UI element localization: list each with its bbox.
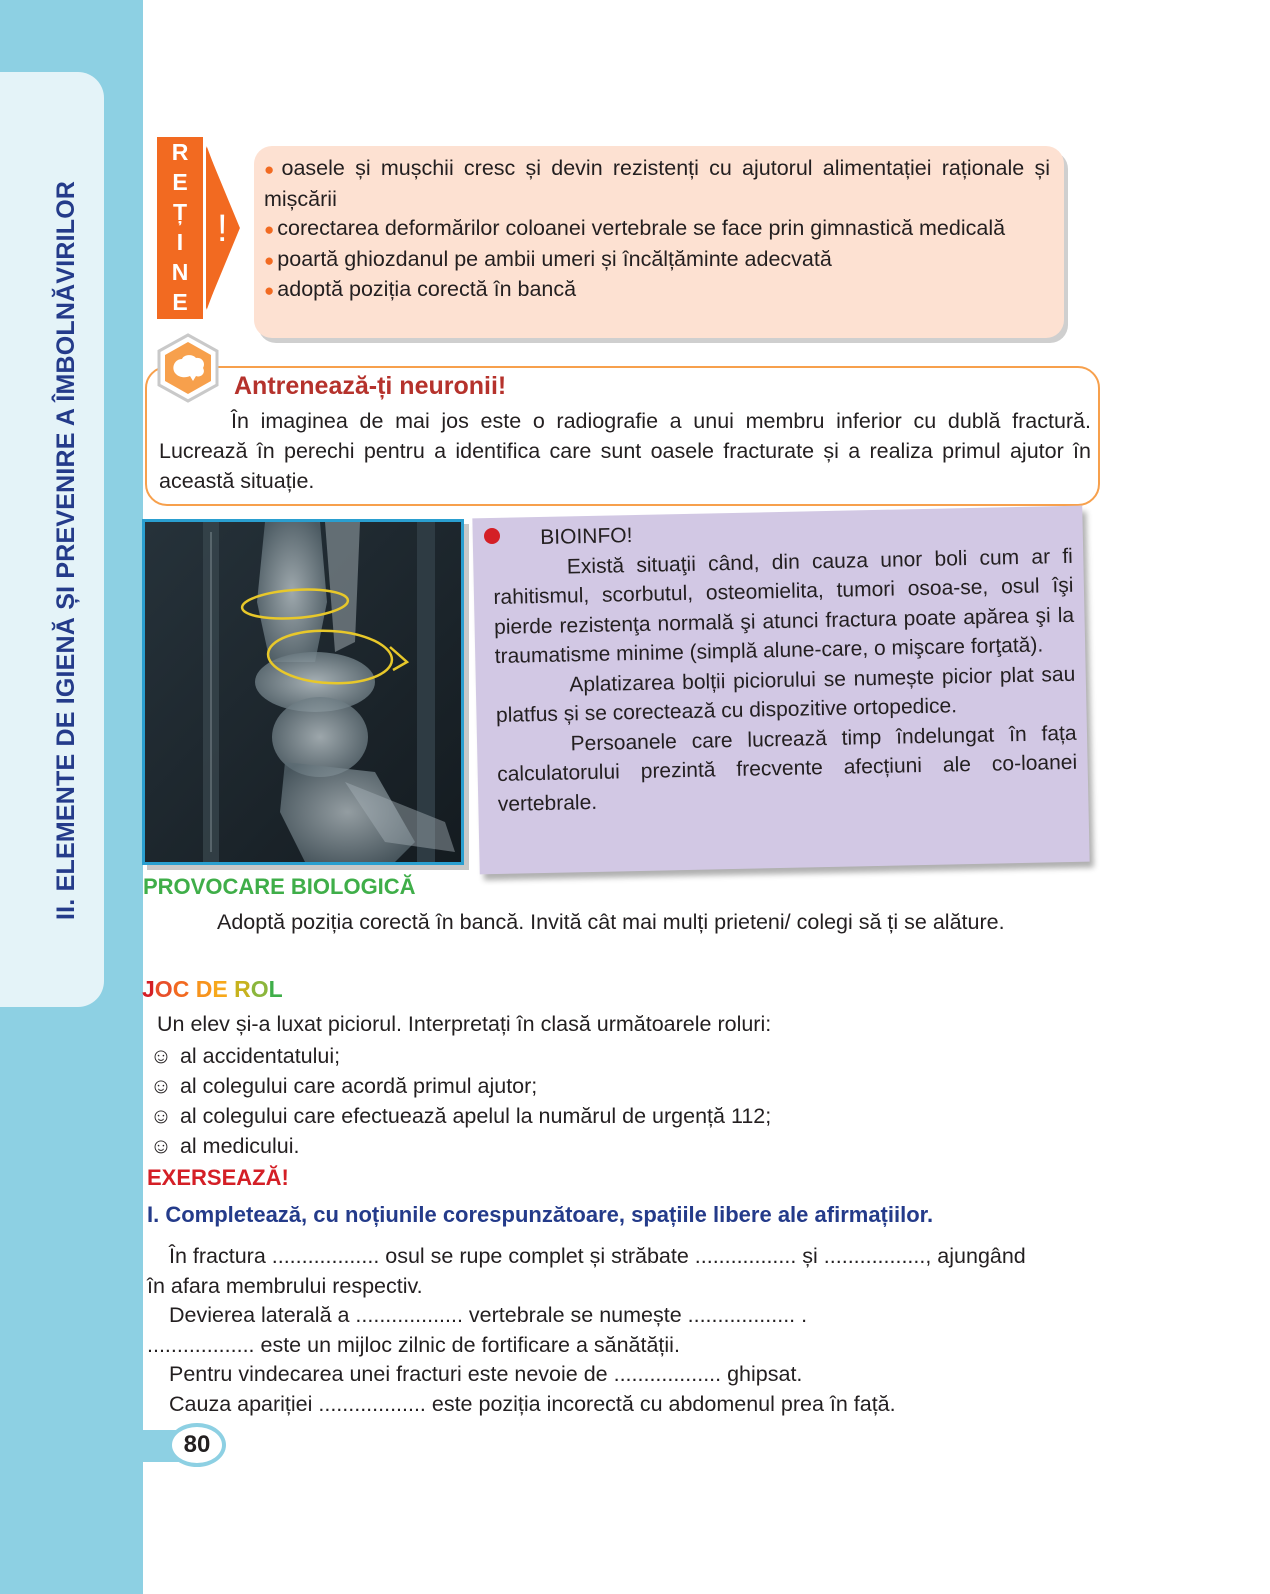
exercise-line: în afara membrului respectiv. bbox=[147, 1273, 423, 1298]
title-letter: R bbox=[234, 976, 251, 1002]
joc-title bbox=[142, 976, 283, 1003]
provocare-text: Adoptă poziția corectă în bancă. Invită cât mai mulți prieteni/ colegi să ți se alăture. bbox=[217, 910, 1005, 934]
orange-dot-icon: ● bbox=[264, 250, 275, 270]
retine-letter: R bbox=[171, 139, 189, 165]
chapter-number: II. bbox=[52, 898, 80, 920]
retine-letter: E bbox=[172, 169, 188, 195]
exercise-line: Cauza apariției .................. este poziția incorectă cu abdomenul prea în față. bbox=[169, 1391, 896, 1416]
title-letter: O bbox=[250, 976, 269, 1002]
title-letter: O bbox=[154, 976, 173, 1002]
retine-letter: Ț bbox=[172, 199, 188, 225]
exercise-task: I. Completează, cu noțiunile corespunzătoare, spațiile libere ale afirmațiilor. bbox=[147, 1202, 934, 1227]
chapter-title bbox=[52, 181, 81, 920]
retine-box bbox=[254, 146, 1064, 338]
list-item: ☺ al colegului care efectuează apelul la numărul de urgență 112; bbox=[150, 1104, 772, 1128]
smiley-icon: ☺ bbox=[150, 1104, 172, 1128]
smiley-icon: ☺ bbox=[150, 1044, 172, 1068]
xray-image bbox=[142, 519, 464, 865]
title-letter: E bbox=[212, 976, 228, 1002]
exercise-line: .................. este un mijloc zilnic de fortificare a sănătății. bbox=[147, 1332, 680, 1357]
exercise-lines bbox=[147, 1242, 1107, 1419]
exercise-line: În fractura .................. osul se rupe complet și străbate ................. și ................., ajungând bbox=[169, 1244, 1026, 1268]
train-title: Antrenează-ți neuronii! bbox=[234, 372, 507, 400]
bioinfo-paragraph: Persoanele care lucrează timp îndelungat în fața calculatorului prezintă frecvente afecțiuni ale co-loanei vertebrale. bbox=[497, 721, 1078, 816]
exercise-line: Devierea laterală a .................. vertebrale se numește .................. . bbox=[169, 1303, 808, 1327]
bioinfo-paragraph: Aplatizarea bolții piciorului se numește picior plat sau platfus și se corectează cu dispozitive ortopedice. bbox=[495, 662, 1076, 727]
list-item: ☺ al colegului care acordă primul ajutor; bbox=[150, 1074, 538, 1098]
brain-icon bbox=[153, 333, 223, 403]
retine-item: ● corectarea deformărilor coloanei vertebrale se face prin gimnastică medicală bbox=[264, 216, 1006, 240]
page-number: 80 bbox=[168, 1423, 226, 1467]
exercise-title: EXERSEAZĂ! bbox=[147, 1165, 289, 1190]
retine-item: ● adoptă poziția corectă în bancă bbox=[264, 277, 577, 301]
retine-letter: E bbox=[172, 289, 188, 315]
list-item: ☺ al accidentatului; bbox=[150, 1044, 341, 1068]
title-letter: C bbox=[172, 976, 190, 1002]
orange-dot-icon: ● bbox=[264, 160, 279, 179]
bioinfo-text bbox=[492, 512, 1078, 819]
title-letter: D bbox=[195, 976, 213, 1002]
bioinfo-paragraph: Există situaţii când, din cauza unor boli cum ar fi rahitismul, scorbutul, osteomielita, tumori osoa-se, osul îşi pierde rezistenţa normală şi atunci fractura poate apărea şi la traumatisme minime (simplă alune-care, o mişcare forţată). bbox=[493, 544, 1075, 668]
smiley-icon: ☺ bbox=[150, 1134, 172, 1158]
train-text: În imaginea de mai jos este o radiografie a unui membru inferior cu dublă fractură. Lucrează în perechi pentru a identifica care sunt oasele fracturate și a realiza primul ajutor în această situație. bbox=[159, 409, 1091, 493]
retine-letter: I bbox=[176, 229, 184, 255]
joc-intro: Un elev și-a luxat piciorul. Interpretați în clasă următoarele roluri: bbox=[157, 1012, 772, 1036]
retine-item: ● poartă ghiozdanul pe ambii umeri și încălțăminte adecvată bbox=[264, 246, 832, 271]
retine-item: ● oasele și mușchii cresc și devin rezistenți cu ajutorul alimentației raționale și mișcării bbox=[264, 156, 1050, 211]
bioinfo-title: BIOINFO! bbox=[540, 524, 633, 549]
orange-dot-icon: ● bbox=[264, 220, 275, 239]
smiley-icon: ☺ bbox=[150, 1074, 172, 1098]
exclamation-mark: ! bbox=[217, 208, 228, 250]
xray-picture bbox=[145, 522, 461, 862]
title-letter: J bbox=[142, 976, 155, 1002]
list-item: ☺ al medicului. bbox=[150, 1134, 300, 1158]
chapter-title-text: ELEMENTE DE IGIENĂ ȘI PREVENIRE A ÎMBOLNĂVIRILOR bbox=[52, 180, 80, 892]
orange-dot-icon: ● bbox=[264, 281, 275, 300]
retine-letter: N bbox=[171, 259, 189, 285]
roles-list bbox=[150, 1041, 771, 1161]
title-letter: L bbox=[268, 976, 283, 1002]
retine-bar bbox=[157, 137, 203, 319]
exercise-line: Pentru vindecarea unei fracturi este nevoie de .................. ghipsat. bbox=[169, 1362, 803, 1386]
retine-arrow-icon bbox=[205, 137, 245, 319]
provocare-title: PROVOCARE BIOLOGICĂ bbox=[143, 874, 416, 899]
